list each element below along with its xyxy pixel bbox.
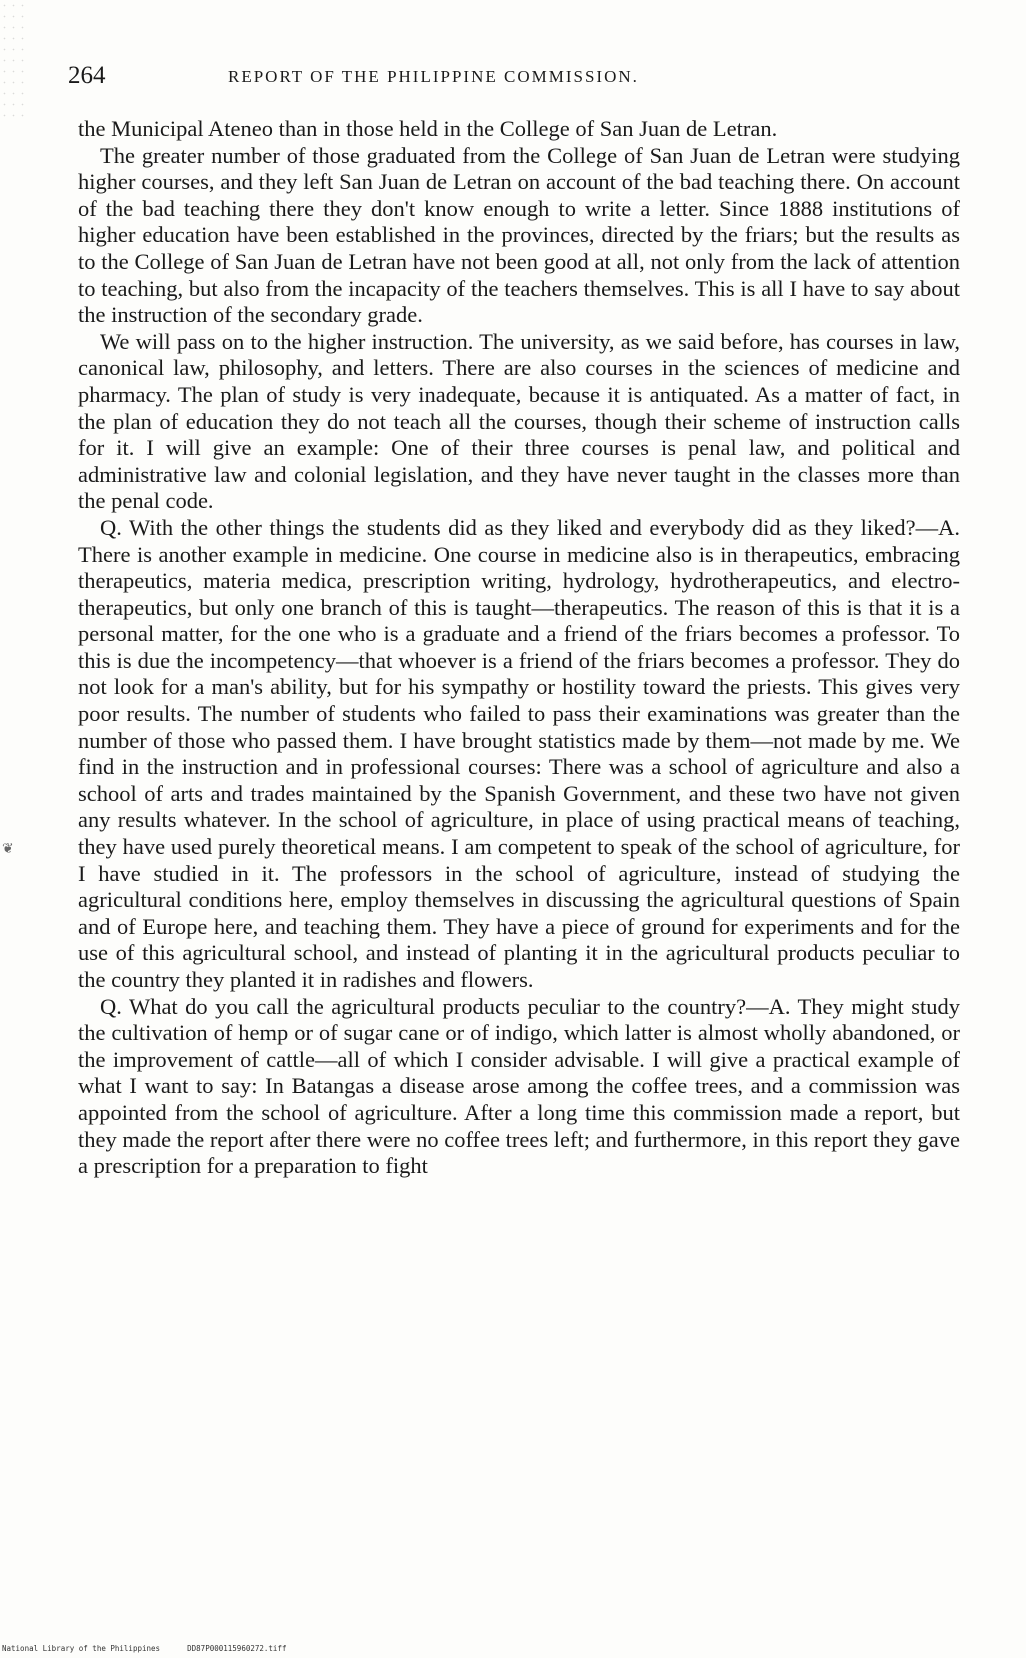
page-number: 264	[68, 62, 106, 89]
margin-mark: ❦	[2, 841, 14, 857]
scan-footer	[2, 1644, 286, 1653]
paragraph: We will pass on to the higher instruction. The university, as we said before, has courses in law, canonical law, philosophy, and letters. There are also courses in the sciences of medicine and pharmacy. The plan of study is very inadequate, because it is antiquated. As a matter of fact, in the plan of education they do not teach all the courses, though their scheme of instruction calls for it. I will give an example: One of their three courses is penal law, and political and administrative law and colonial legislation, and they have never taught in the classes more than the penal code.	[78, 328, 960, 514]
paragraph: Q. What do you call the agricultural products peculiar to the country?—A. They might study the cultivation of hemp or of sugar cane or of indigo, which latter is almost wholly abandoned, or the improvement of cattle—all of which I consider advisable. I will give a practical example of what I want to say: In Batangas a disease arose among the coffee trees, and a commission was appointed from the school of agriculture. After a long time this commission made a report, but they made the report after there were no coffee trees left; and furthermore, in this report they gave a prescription for a preparation to fight	[78, 993, 960, 1179]
footer-source: National Library of the Philippines	[2, 1644, 161, 1653]
paragraph: Q. With the other things the students did as they liked and everybody did as they liked?—A. There is another example in medicine. One course in medicine also is in therapeutics, embracing therapeutics, materia medica, prescription writing, hydrology, hydrotherapeutics, and electro-therapeutics, but only one branch of this is taught—therapeutics. The reason of this is that it is a personal matter, for the one who is a graduate and a friend of the friars becomes a professor. To this is due the incompetency—that whoever is a friend of the friars becomes a professor. They do not look for a man's ability, but for his sympathy or hostility toward the priests. This gives very poor results. The number of students who failed to pass their examinations was greater than the number of those who passed them. I have brought statistics made by them—not made by me. We find in the instruction and in professional courses: There was a school of agriculture and also a school of arts and trades maintained by the Spanish Government, and these two have not given any results whatever. In the school of agriculture, in place of using practical means of teaching, they have used purely theoretical means. I am competent to speak of the school of agriculture, for I have studied in it. The professors in the school of agriculture, instead of studying the agricultural conditions here, employ themselves in discussing the agricultural questions of Spain and of Europe here, and teaching them. They have a piece of ground for experiments and for the use of this agricultural school, and instead of planting it in the agricultural products peculiar to the country they planted it in radishes and flowers.	[78, 514, 960, 992]
body-text	[78, 116, 960, 1180]
footer-filename: DD87P000115960272.tiff	[187, 1644, 287, 1653]
paragraph: The greater number of those graduated from the College of San Juan de Letran were studying higher courses, and they left San Juan de Letran on account of the bad teaching there. On account of the bad teaching there they don't know enough to write a letter. Since 1888 institutions of higher education have been established in the provinces, directed by the friars; but the results as to the College of San Juan de Letran have not been good at all, not only from the lack of attention to teaching, but also from the incapacity of the teachers themselves. This is all I have to say about the instruction of the secondary grade.	[78, 142, 960, 328]
running-head: REPORT OF THE PHILIPPINE COMMISSION.	[228, 67, 639, 86]
scan-edge-noise	[0, 0, 30, 120]
paragraph: the Municipal Ateneo than in those held in the College of San Juan de Letran.	[78, 116, 778, 141]
page-header	[68, 62, 948, 92]
